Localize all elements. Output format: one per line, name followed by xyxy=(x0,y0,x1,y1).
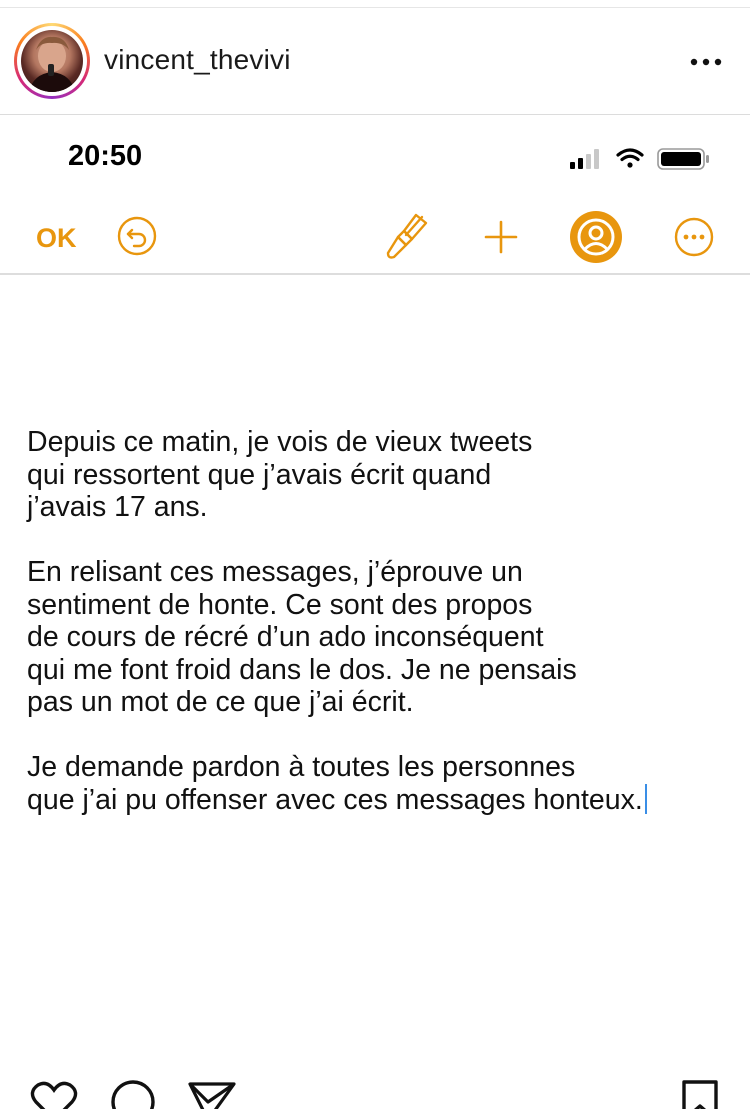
brush-icon[interactable] xyxy=(382,211,430,268)
note-line-last xyxy=(27,784,727,817)
signal-icon xyxy=(570,149,599,169)
note-line: j’avais 17 ans. xyxy=(27,491,208,523)
plus-icon[interactable] xyxy=(483,219,519,260)
note-line-text: que j’ai pu offenser avec ces messages honteux. xyxy=(27,783,643,816)
note-line: sentiment de honte. Ce sont des propos xyxy=(27,588,533,621)
note-paragraph xyxy=(27,426,727,524)
post-actions xyxy=(0,1070,750,1109)
status-icons xyxy=(566,146,712,172)
ok-button[interactable]: OK xyxy=(36,223,77,253)
note-paragraph xyxy=(27,751,727,816)
send-icon[interactable] xyxy=(188,1080,236,1109)
username[interactable]: vincent_thevivi xyxy=(104,44,291,75)
collaborate-icon[interactable] xyxy=(569,210,623,269)
note-line: Je demande pardon à toutes les personnes xyxy=(27,751,576,783)
note-line: Depuis ce matin, je vois de vieux tweets xyxy=(27,426,533,458)
post-header xyxy=(0,8,750,114)
note-line: pas un mot de ce que j’ai écrit. xyxy=(27,686,414,718)
battery-icon xyxy=(658,149,709,169)
note-line: En relisant ces messages, j’éprouve un xyxy=(27,556,523,588)
note-toolbar xyxy=(0,205,750,271)
note-line: qui me font froid dans le dos. Je ne pensais xyxy=(27,653,577,686)
wifi-icon xyxy=(618,150,642,168)
note-line: qui ressortent que j’avais écrit quand xyxy=(27,458,492,491)
more-horizontal-icon[interactable] xyxy=(686,52,726,72)
toolbar-divider xyxy=(0,273,750,275)
avatar[interactable] xyxy=(14,23,90,99)
note-line: de cours de récré d’un ado inconséquent xyxy=(27,621,544,653)
undo-icon[interactable] xyxy=(116,215,158,262)
heart-icon[interactable] xyxy=(30,1080,78,1109)
bookmark-icon[interactable] xyxy=(680,1078,720,1109)
text-cursor xyxy=(645,784,647,814)
profile-photo xyxy=(21,30,83,92)
comment-icon[interactable] xyxy=(109,1078,157,1109)
note-body[interactable] xyxy=(27,426,727,849)
header-divider xyxy=(0,114,750,115)
note-paragraph xyxy=(27,556,727,719)
more-circle-icon[interactable] xyxy=(673,216,715,263)
status-time: 20:50 xyxy=(68,140,143,172)
